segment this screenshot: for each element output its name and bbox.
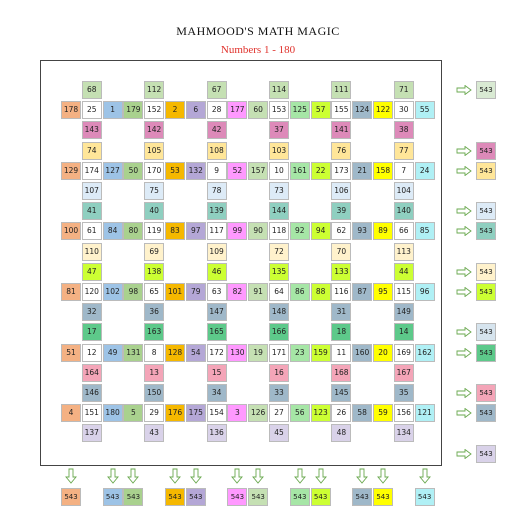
hollow-down-arrow-icon	[65, 468, 77, 484]
grid-cell: 100	[61, 222, 81, 240]
sum-box: 543	[165, 488, 185, 506]
grid-cell: 178	[61, 101, 81, 119]
grid-cell: 143	[82, 121, 102, 139]
grid-cell: 129	[61, 162, 81, 180]
grid-cell: 108	[207, 142, 227, 160]
grid-cell: 72	[269, 243, 289, 261]
grid-cell: 164	[82, 364, 102, 382]
grid-cell: 43	[144, 424, 164, 442]
grid-cell: 62	[331, 222, 351, 240]
grid-cell: 147	[207, 303, 227, 321]
grid-cell: 16	[269, 364, 289, 382]
grid-cell: 87	[352, 283, 372, 301]
grid-cell: 47	[82, 263, 102, 281]
grid-cell: 39	[331, 202, 351, 220]
grid-cell: 69	[144, 243, 164, 261]
grid-cell: 11	[331, 344, 351, 362]
sum-box: 543	[476, 222, 496, 240]
grid-cell: 141	[331, 121, 351, 139]
sum-box: 543	[123, 488, 143, 506]
grid-cell: 126	[248, 404, 268, 422]
grid-cell: 64	[269, 283, 289, 301]
grid-cell: 74	[82, 142, 102, 160]
grid-cell: 101	[165, 283, 185, 301]
hollow-right-arrow-icon	[456, 166, 472, 176]
grid-cell: 85	[415, 222, 435, 240]
grid-cell: 168	[331, 364, 351, 382]
grid-cell: 29	[144, 404, 164, 422]
grid-cell: 112	[144, 81, 164, 99]
grid-cell: 86	[290, 283, 310, 301]
hollow-down-arrow-icon	[356, 468, 368, 484]
sum-box: 543	[476, 162, 496, 180]
grid-cell: 128	[165, 344, 185, 362]
grid-cell: 151	[82, 404, 102, 422]
grid-cell: 154	[207, 404, 227, 422]
grid-cell: 32	[82, 303, 102, 321]
grid-cell: 83	[165, 222, 185, 240]
grid-cell: 103	[269, 142, 289, 160]
grid-cell: 120	[82, 283, 102, 301]
grid-cell: 110	[82, 243, 102, 261]
grid-cell: 173	[331, 162, 351, 180]
grid-cell: 161	[290, 162, 310, 180]
sum-box: 543	[476, 445, 496, 463]
grid-cell: 160	[352, 344, 372, 362]
grid-cell: 174	[82, 162, 102, 180]
grid-cell: 104	[394, 182, 414, 200]
grid-cell: 127	[103, 162, 123, 180]
grid-cell: 118	[269, 222, 289, 240]
grid-cell: 169	[394, 344, 414, 362]
grid-cell: 68	[82, 81, 102, 99]
grid-cell: 150	[144, 384, 164, 402]
hollow-right-arrow-icon	[456, 85, 472, 95]
grid-cell: 144	[269, 202, 289, 220]
grid-cell: 44	[394, 263, 414, 281]
grid-cell: 157	[248, 162, 268, 180]
grid-cell: 76	[331, 142, 351, 160]
grid-cell: 165	[207, 323, 227, 341]
grid-cell: 130	[227, 344, 247, 362]
grid-cell: 149	[394, 303, 414, 321]
grid-cell: 58	[352, 404, 372, 422]
grid-cell: 82	[227, 283, 247, 301]
grid-cell: 25	[82, 101, 102, 119]
grid-cell: 21	[352, 162, 372, 180]
grid-cell: 109	[207, 243, 227, 261]
grid-cell: 12	[82, 344, 102, 362]
hollow-down-arrow-icon	[127, 468, 139, 484]
grid-cell: 54	[186, 344, 206, 362]
hollow-right-arrow-icon	[456, 388, 472, 398]
grid-cell: 94	[311, 222, 331, 240]
grid-cell: 26	[331, 404, 351, 422]
grid-cell: 15	[207, 364, 227, 382]
grid-cell: 179	[123, 101, 143, 119]
hollow-down-arrow-icon	[294, 468, 306, 484]
grid-cell: 97	[186, 222, 206, 240]
grid-cell: 77	[394, 142, 414, 160]
hollow-right-arrow-icon	[456, 408, 472, 418]
grid-cell: 10	[269, 162, 289, 180]
grid-cell: 79	[186, 283, 206, 301]
grid-cell: 175	[186, 404, 206, 422]
grid-cell: 96	[415, 283, 435, 301]
grid-cell: 140	[394, 202, 414, 220]
sum-box: 543	[476, 202, 496, 220]
sum-box: 543	[415, 488, 435, 506]
sum-box: 543	[476, 81, 496, 99]
grid-cell: 24	[415, 162, 435, 180]
grid-cell: 167	[394, 364, 414, 382]
grid-cell: 23	[290, 344, 310, 362]
grid-cell: 92	[290, 222, 310, 240]
grid-cell: 63	[207, 283, 227, 301]
grid-cell: 163	[144, 323, 164, 341]
grid-cell: 66	[394, 222, 414, 240]
sum-box: 543	[476, 344, 496, 362]
grid-cell: 106	[331, 182, 351, 200]
grid-cell: 156	[394, 404, 414, 422]
grid-cell: 42	[207, 121, 227, 139]
grid-cell: 131	[123, 344, 143, 362]
grid-cell: 152	[144, 101, 164, 119]
grid-cell: 115	[394, 283, 414, 301]
grid-cell: 122	[373, 101, 393, 119]
grid-cell: 138	[144, 263, 164, 281]
grid-cell: 148	[269, 303, 289, 321]
grid-cell: 1	[103, 101, 123, 119]
sum-box: 543	[476, 283, 496, 301]
grid-cell: 142	[144, 121, 164, 139]
grid-cell: 37	[269, 121, 289, 139]
hollow-right-arrow-icon	[456, 206, 472, 216]
grid-cell: 158	[373, 162, 393, 180]
grid-cell: 171	[269, 344, 289, 362]
grid-cell: 35	[394, 384, 414, 402]
grid-cell: 4	[61, 404, 81, 422]
hollow-down-arrow-icon	[252, 468, 264, 484]
grid-cell: 125	[290, 101, 310, 119]
grid-cell: 48	[331, 424, 351, 442]
grid-cell: 65	[144, 283, 164, 301]
grid-cell: 55	[415, 101, 435, 119]
grid-cell: 59	[373, 404, 393, 422]
hollow-right-arrow-icon	[456, 226, 472, 236]
grid-cell: 113	[394, 243, 414, 261]
grid-cell: 18	[331, 323, 351, 341]
grid-cell: 116	[331, 283, 351, 301]
grid-cell: 90	[248, 222, 268, 240]
grid-cell: 3	[227, 404, 247, 422]
grid-cell: 19	[248, 344, 268, 362]
grid-cell: 91	[248, 283, 268, 301]
sum-box: 543	[61, 488, 81, 506]
grid-cell: 71	[394, 81, 414, 99]
grid-cell: 34	[207, 384, 227, 402]
grid-cell: 166	[269, 323, 289, 341]
hollow-right-arrow-icon	[456, 348, 472, 358]
hollow-down-arrow-icon	[231, 468, 243, 484]
sum-box: 543	[352, 488, 372, 506]
grid-cell: 53	[165, 162, 185, 180]
sum-box: 543	[227, 488, 247, 506]
hollow-down-arrow-icon	[377, 468, 389, 484]
hollow-right-arrow-icon	[456, 287, 472, 297]
grid-cell: 80	[123, 222, 143, 240]
grid-cell: 132	[186, 162, 206, 180]
grid-cell: 159	[311, 344, 331, 362]
hollow-right-arrow-icon	[456, 449, 472, 459]
grid-cell: 46	[207, 263, 227, 281]
grid-cell: 153	[269, 101, 289, 119]
grid-cell: 162	[415, 344, 435, 362]
sum-box: 543	[290, 488, 310, 506]
grid-cell: 102	[103, 283, 123, 301]
sum-box: 543	[476, 142, 496, 160]
sum-box: 543	[248, 488, 268, 506]
grid-cell: 41	[82, 202, 102, 220]
grid-cell: 2	[165, 101, 185, 119]
grid-cell: 133	[331, 263, 351, 281]
grid-cell: 73	[269, 182, 289, 200]
grid-cell: 9	[207, 162, 227, 180]
grid-cell: 135	[269, 263, 289, 281]
sum-box: 543	[476, 323, 496, 341]
sum-box: 543	[311, 488, 331, 506]
hollow-down-arrow-icon	[315, 468, 327, 484]
grid-cell: 61	[82, 222, 102, 240]
grid-cell: 51	[61, 344, 81, 362]
sum-box: 543	[103, 488, 123, 506]
hollow-right-arrow-icon	[456, 327, 472, 337]
grid-cell: 5	[123, 404, 143, 422]
hollow-right-arrow-icon	[456, 146, 472, 156]
sum-box: 543	[476, 404, 496, 422]
grid-cell: 67	[207, 81, 227, 99]
hollow-down-arrow-icon	[419, 468, 431, 484]
grid-cell: 145	[331, 384, 351, 402]
grid-cell: 95	[373, 283, 393, 301]
grid-cell: 177	[227, 101, 247, 119]
grid-cell: 36	[144, 303, 164, 321]
grid-cell: 52	[227, 162, 247, 180]
grid-cell: 38	[394, 121, 414, 139]
grid-cell: 88	[311, 283, 331, 301]
grid-cell: 45	[269, 424, 289, 442]
grid-cell: 89	[373, 222, 393, 240]
grid-cell: 93	[352, 222, 372, 240]
grid-cell: 139	[207, 202, 227, 220]
hollow-down-arrow-icon	[190, 468, 202, 484]
sum-box: 543	[476, 384, 496, 402]
puzzle-title: MAHMOOD'S MATH MAGIC	[176, 24, 340, 38]
grid-cell: 84	[103, 222, 123, 240]
grid-cell: 136	[207, 424, 227, 442]
grid-cell: 60	[248, 101, 268, 119]
grid-cell: 50	[123, 162, 143, 180]
grid-cell: 49	[103, 344, 123, 362]
grid-cell: 57	[311, 101, 331, 119]
grid-cell: 75	[144, 182, 164, 200]
grid-cell: 7	[394, 162, 414, 180]
grid-cell: 176	[165, 404, 185, 422]
grid-cell: 31	[331, 303, 351, 321]
grid-cell: 98	[123, 283, 143, 301]
grid-cell: 170	[144, 162, 164, 180]
grid-cell: 78	[207, 182, 227, 200]
grid-cell: 28	[207, 101, 227, 119]
grid-cell: 6	[186, 101, 206, 119]
grid-cell: 105	[144, 142, 164, 160]
grid-cell: 111	[331, 81, 351, 99]
grid-cell: 27	[269, 404, 289, 422]
grid-cell: 134	[394, 424, 414, 442]
puzzle-subtitle: Numbers 1 - 180	[220, 44, 296, 56]
grid-cell: 107	[82, 182, 102, 200]
sum-box: 543	[373, 488, 393, 506]
grid-cell: 137	[82, 424, 102, 442]
grid-cell: 114	[269, 81, 289, 99]
grid-cell: 20	[373, 344, 393, 362]
grid-cell: 17	[82, 323, 102, 341]
grid-cell: 22	[311, 162, 331, 180]
grid-cell: 14	[394, 323, 414, 341]
grid-cell: 172	[207, 344, 227, 362]
grid-cell: 8	[144, 344, 164, 362]
sum-box: 543	[476, 263, 496, 281]
grid-cell: 99	[227, 222, 247, 240]
sum-box: 543	[186, 488, 206, 506]
grid-cell: 119	[144, 222, 164, 240]
grid-cell: 117	[207, 222, 227, 240]
grid-cell: 30	[394, 101, 414, 119]
grid-cell: 33	[269, 384, 289, 402]
grid-cell: 13	[144, 364, 164, 382]
grid-cell: 81	[61, 283, 81, 301]
grid-cell: 56	[290, 404, 310, 422]
grid-cell: 180	[103, 404, 123, 422]
grid-cell: 123	[311, 404, 331, 422]
grid-cell: 40	[144, 202, 164, 220]
grid-cell: 155	[331, 101, 351, 119]
hollow-down-arrow-icon	[169, 468, 181, 484]
grid-cell: 70	[331, 243, 351, 261]
grid-cell: 146	[82, 384, 102, 402]
grid-cell: 121	[415, 404, 435, 422]
hollow-down-arrow-icon	[107, 468, 119, 484]
grid-cell: 124	[352, 101, 372, 119]
hollow-right-arrow-icon	[456, 267, 472, 277]
